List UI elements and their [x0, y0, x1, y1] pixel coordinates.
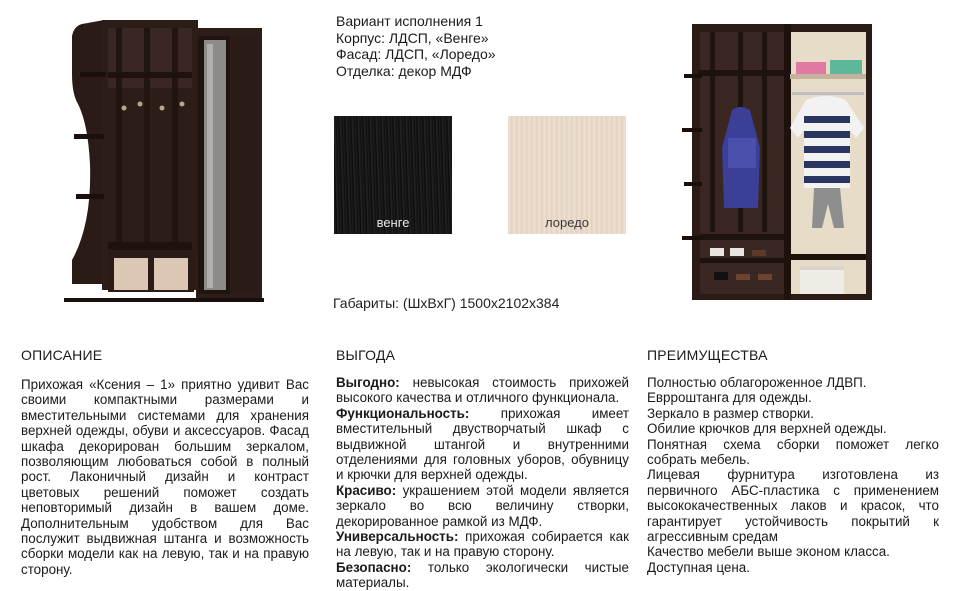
- dimensions-text: Габариты: (ШхВхГ) 1500х2102х384: [333, 295, 560, 311]
- benefit-item: [336, 560, 629, 591]
- benefit-text: прихожая имеет вместительный двустворчатый шкаф с выдвижной штангой и внутренними отделениями для головных уборов, обувницу и крючки для верхней одежды.: [336, 405, 629, 483]
- benefit-heading: ВЫГОДА: [336, 347, 396, 363]
- advantage-item: Качество мебели выше эконом класса.: [647, 544, 890, 560]
- benefit-item: [336, 375, 629, 406]
- benefit-text: украшением этой модели является зеркало во всю величину створки, декорированное рамкой из МДФ.: [336, 482, 629, 529]
- benefit-text: прихожая собирается как на левую, так и на правую сторону.: [336, 529, 629, 560]
- advantage-item: Еврроштанга для одежды.: [647, 390, 812, 406]
- advantage-item: Понятная схема сборки поможет легко собрать мебель.: [647, 436, 939, 468]
- open-wardrobe-image: [680, 18, 876, 308]
- advantage-item: Зеркало в размер створки.: [647, 405, 814, 421]
- benefit-term: Универсальность:: [336, 529, 459, 545]
- spec-body: Корпус: ЛДСП, «Венге»: [336, 29, 489, 46]
- advantage-item: Лицевая фурнитура изготовлена из первичного АБС-пластика с применением высококачественных лаков и красок, что гарантирует устойчивость покрытий к агрессивным средам: [647, 467, 939, 545]
- benefit-term: Красиво:: [336, 482, 397, 498]
- closed-wardrobe-image: [64, 14, 276, 310]
- advantage-item: Обилие крючков для верхней одежды.: [647, 421, 887, 437]
- advantage-item: Доступная цена.: [647, 559, 750, 575]
- benefit-item: [336, 406, 629, 483]
- advantage-item: Полностью облагороженное ЛДВП.: [647, 375, 867, 390]
- wenge-swatch-label: венге: [376, 215, 410, 230]
- benefit-term: Выгодно:: [336, 375, 400, 390]
- benefit-item: [336, 483, 629, 529]
- spec-variant: Вариант исполнения 1: [336, 13, 483, 29]
- spec-facade: Фасад: ЛДСП, «Лоредо»: [336, 46, 496, 62]
- advantages-list: [647, 375, 939, 575]
- description-text: [21, 377, 309, 577]
- benefit-text: невысокая стоимость прихожей высокого качества и отличного функционала.: [336, 375, 629, 406]
- loredo-swatch: [508, 116, 626, 234]
- advantages-heading: ПРЕИМУЩЕСТВА: [647, 347, 768, 363]
- description-heading: ОПИСАНИЕ: [21, 347, 103, 363]
- spec-finish: Отделка: декор МДФ: [336, 62, 472, 79]
- benefit-text: только экологически чистые материалы.: [336, 559, 629, 591]
- wenge-swatch: [334, 116, 452, 234]
- benefit-term: Функциональность:: [336, 405, 470, 421]
- benefit-term: Безопасно:: [336, 559, 412, 575]
- benefit-item: [336, 529, 629, 560]
- benefit-list: [336, 375, 629, 591]
- loredo-swatch-label: лоредо: [545, 215, 589, 230]
- description-paragraph: Прихожая «Ксения – 1» приятно удивит Вас своими компактными размерами и вместительными системами для хранения верхней одежды, обуви и аксессуаров. Фасад шкафа декорирован большим зеркалом, позволяющим любоваться собой в полный рост. Лаконичный дизайн и контраст цветовых решений поможет создать неповторимый дизайн в вашем доме. Дополнительным удобством для Вас послужит выдвижная штанга и возможность сборки модели как на левую, так и на правую сторону.: [21, 377, 309, 577]
- spec-block: [336, 13, 496, 79]
